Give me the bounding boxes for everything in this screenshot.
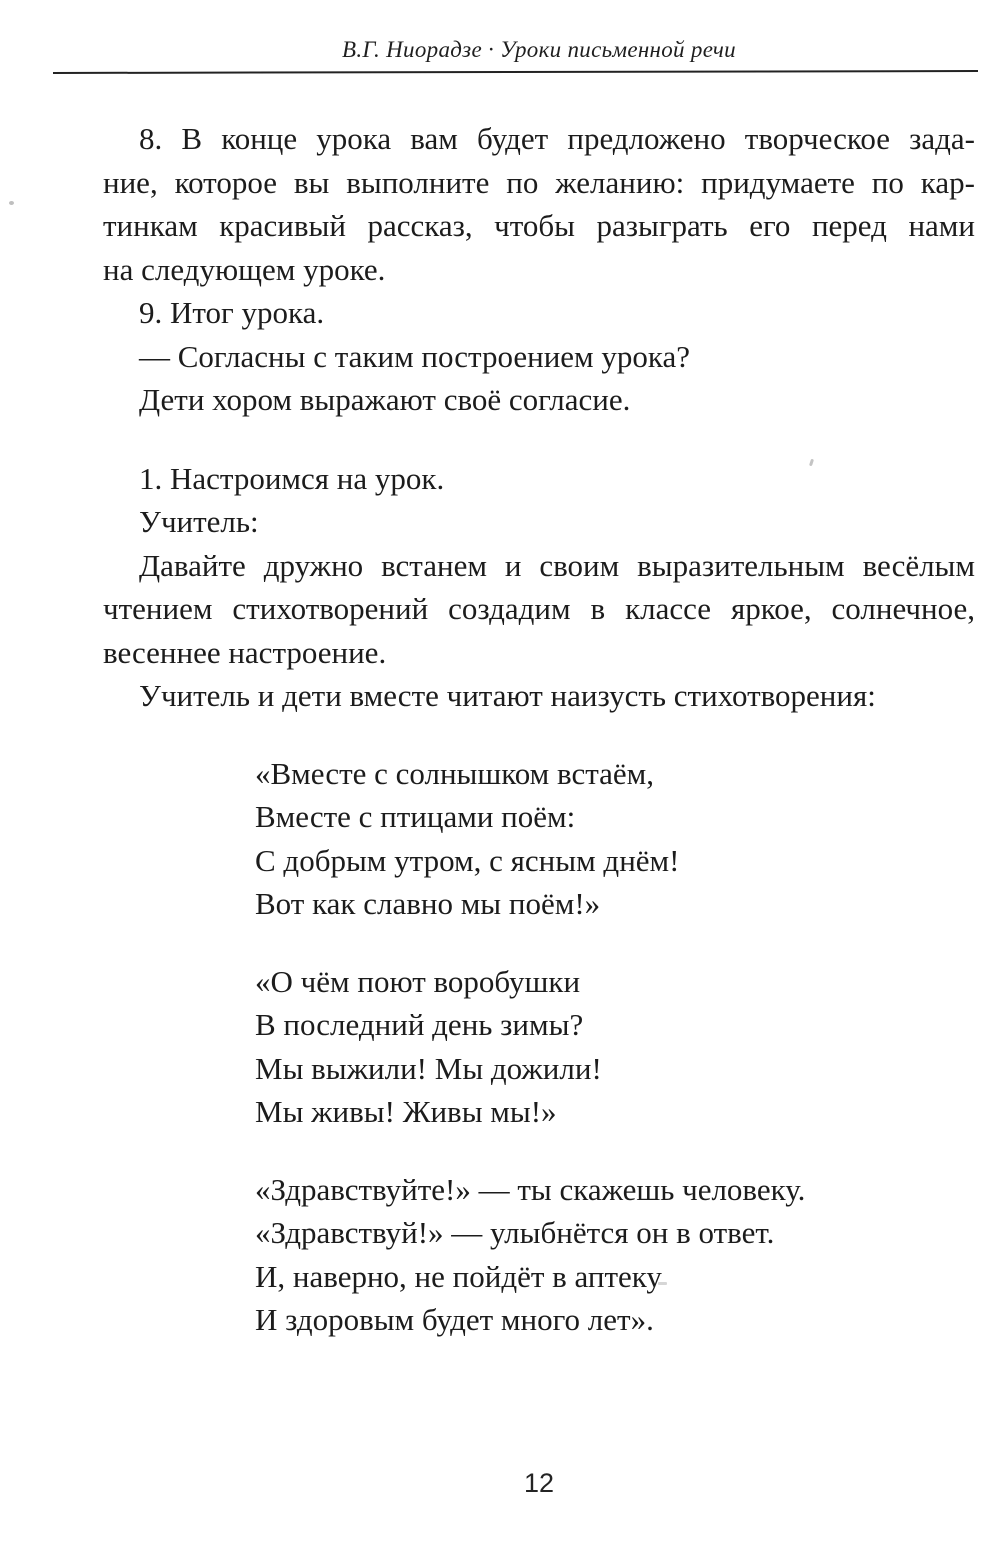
poems-section — [103, 752, 975, 1342]
running-header: В.Г. Ниорадзе · Уроки письменной речи — [341, 37, 736, 62]
poem-line: Вот как славно мы поём!» — [255, 886, 601, 921]
text-line: на следующем уроке. — [103, 251, 386, 287]
poem-line: И здоровым будет много лет». — [255, 1302, 654, 1337]
scan-speck — [658, 1282, 667, 1285]
page-number: 12 — [523, 1468, 555, 1498]
page-body — [103, 117, 975, 1342]
text-line: — Согласны с таким построением урока? — [139, 338, 691, 374]
text-line: Дети хором выражают своё согласие. — [139, 382, 631, 417]
body-text — [103, 117, 975, 718]
header-rule — [53, 70, 978, 74]
poem-line: «Вместе с солнышком встаём, — [255, 755, 655, 791]
poem-line: И, наверно, не пойдёт в аптеку — [255, 1258, 662, 1294]
poem-line: «Здравствуй!» — улыбнётся он в ответ. — [255, 1215, 775, 1250]
poem-line: Мы живы! Живы мы!» — [255, 1094, 557, 1129]
poem-line: Мы выжили! Мы дожили! — [255, 1050, 602, 1086]
text-line: 1. Настроимся на урок. — [139, 460, 445, 496]
poem-stanza — [103, 752, 975, 926]
poem-line: С добрым утром, с ясным днём! — [255, 842, 680, 878]
text-line: Давайте дружно встанем и своим выразительным весёлым — [139, 547, 975, 583]
poem-line: «О чём поют воробушки — [255, 963, 581, 999]
text-line: тинкам красивый рассказ, чтобы разыграть его перед нами — [103, 208, 975, 243]
text-line: Учитель: — [139, 504, 259, 539]
poem-stanza — [103, 960, 975, 1134]
poem-line: Вместе с птицами поём: — [255, 799, 576, 834]
scan-speck — [9, 201, 14, 205]
text-line: чтением стихотворений создадим в классе яркое, солнечное, — [103, 591, 975, 626]
text-line: ние, которое вы выполните по желанию: придумаете по кар- — [103, 164, 975, 200]
poem-stanza — [103, 1168, 975, 1342]
poem-line: В последний день зимы? — [255, 1007, 584, 1042]
text-line: 8. В конце урока вам будет предложено творческое зада- — [139, 121, 975, 156]
poem-line: «Здравствуйте!» — ты скажешь человеку. — [255, 1171, 806, 1207]
text-line: Учитель и дети вместе читают наизусть стихотворения: — [139, 678, 876, 713]
text-line: 9. Итог урока. — [139, 295, 325, 330]
text-line: весеннее настроение. — [103, 634, 387, 670]
